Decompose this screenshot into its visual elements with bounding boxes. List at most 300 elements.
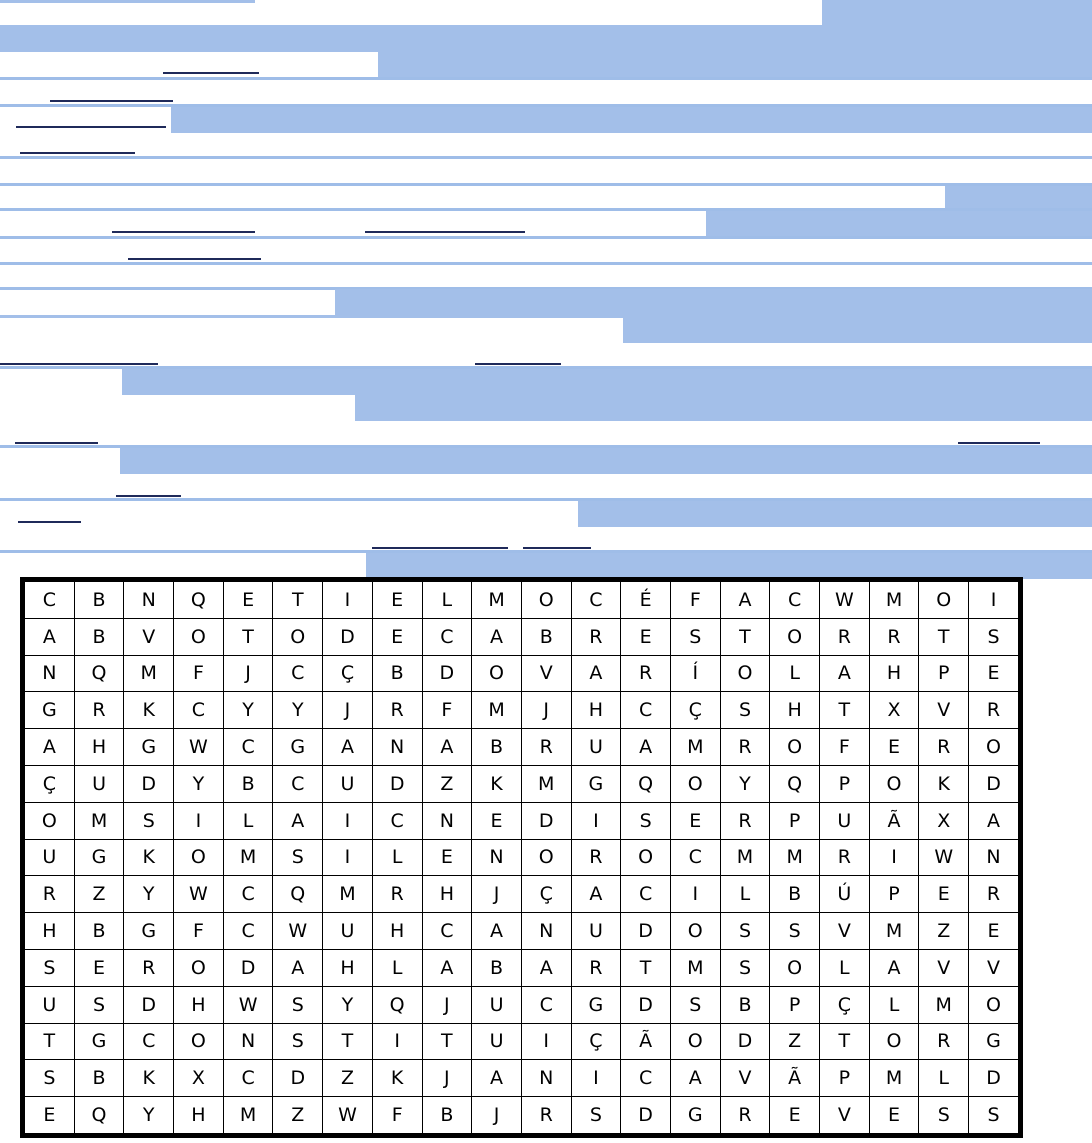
grid-cell: Ç (670, 692, 720, 729)
grid-cell: U (472, 1023, 522, 1060)
grid-cell: R (571, 839, 621, 876)
grid-cell: M (770, 839, 820, 876)
grid-cell: I (323, 582, 373, 619)
grid-cell: Y (223, 692, 273, 729)
grid-cell: F (372, 1097, 422, 1134)
grid-cell: L (372, 949, 422, 986)
grid-cell: W (174, 876, 224, 913)
grid-cell: T (422, 1023, 472, 1060)
grid-cell: O (521, 582, 571, 619)
grid-cell: B (74, 913, 124, 950)
grid-row (25, 692, 1019, 729)
grid-cell: A (969, 802, 1019, 839)
grid-cell: Y (124, 1097, 174, 1134)
grid-cell: O (174, 618, 224, 655)
grid-cell: J (472, 1097, 522, 1134)
grid-cell: E (919, 876, 969, 913)
grid-cell: S (720, 913, 770, 950)
grid-cell: M (670, 949, 720, 986)
grid-cell: G (670, 1097, 720, 1134)
grid-cell: I (571, 1060, 621, 1097)
grid-cell: R (124, 949, 174, 986)
grid-cell: M (223, 1097, 273, 1134)
link-underline (20, 152, 135, 154)
grid-cell: W (273, 913, 323, 950)
separator-line (0, 77, 1092, 80)
grid-cell: D (323, 618, 373, 655)
grid-cell: C (621, 1060, 671, 1097)
grid-cell: S (969, 1097, 1019, 1134)
grid-cell: O (919, 582, 969, 619)
grid-cell: A (472, 1060, 522, 1097)
grid-cell: S (621, 802, 671, 839)
grid-cell: Y (174, 765, 224, 802)
link-underline (16, 126, 166, 128)
grid-cell: Ç (521, 876, 571, 913)
grid-cell: L (720, 876, 770, 913)
grid-cell: T (223, 618, 273, 655)
grid-cell: W (820, 582, 870, 619)
grid-cell: O (521, 839, 571, 876)
grid-cell: U (571, 913, 621, 950)
grid-cell: E (969, 655, 1019, 692)
grid-cell: L (223, 802, 273, 839)
grid-cell: A (25, 729, 75, 766)
grid-cell: S (670, 986, 720, 1023)
grid-cell: D (621, 913, 671, 950)
grid-cell: N (25, 655, 75, 692)
grid-cell: G (74, 1023, 124, 1060)
grid-cell: D (223, 949, 273, 986)
grid-cell: C (422, 618, 472, 655)
grid-row (25, 1097, 1019, 1134)
grid-cell: M (869, 1060, 919, 1097)
link-underline (523, 547, 591, 549)
grid-cell: H (25, 913, 75, 950)
highlight-band (366, 553, 1092, 579)
grid-cell: K (919, 765, 969, 802)
grid-cell: M (670, 729, 720, 766)
grid-cell: R (869, 618, 919, 655)
grid-cell: R (820, 618, 870, 655)
highlight-band (578, 501, 1092, 527)
grid-row (25, 729, 1019, 766)
highlight-band (0, 25, 1092, 52)
grid-cell: G (124, 729, 174, 766)
grid-cell: E (969, 913, 1019, 950)
grid-cell: C (223, 729, 273, 766)
grid-cell: U (25, 839, 75, 876)
grid-cell: R (372, 876, 422, 913)
grid-cell: O (670, 1023, 720, 1060)
grid-cell: A (472, 913, 522, 950)
grid-cell: A (621, 729, 671, 766)
grid-cell: V (820, 1097, 870, 1134)
grid-cell: A (472, 618, 522, 655)
grid-cell: R (571, 949, 621, 986)
grid-cell: S (770, 913, 820, 950)
grid-cell: R (521, 1097, 571, 1134)
grid-cell: O (969, 986, 1019, 1023)
grid-cell: B (372, 655, 422, 692)
grid-cell: U (74, 765, 124, 802)
grid-cell: M (323, 876, 373, 913)
grid-cell: O (670, 913, 720, 950)
grid-cell: C (223, 913, 273, 950)
separator-line (0, 262, 1092, 265)
separator-line (0, 236, 1092, 239)
grid-cell: É (621, 582, 671, 619)
grid-cell: C (223, 876, 273, 913)
grid-cell: A (571, 655, 621, 692)
grid-cell: C (670, 839, 720, 876)
grid-cell: Q (770, 765, 820, 802)
grid-cell: F (422, 692, 472, 729)
grid-cell: Z (323, 1060, 373, 1097)
grid-cell: O (174, 839, 224, 876)
grid-cell: Q (174, 582, 224, 619)
grid-cell: Ç (323, 655, 373, 692)
grid-cell: C (621, 876, 671, 913)
grid-cell: T (820, 1023, 870, 1060)
grid-cell: R (571, 618, 621, 655)
grid-cell: E (472, 802, 522, 839)
grid-cell: Q (273, 876, 323, 913)
grid-cell: O (720, 655, 770, 692)
grid-cell: H (770, 692, 820, 729)
grid-cell: B (521, 618, 571, 655)
grid-cell: D (720, 1023, 770, 1060)
grid-cell: Z (74, 876, 124, 913)
grid-cell: R (720, 729, 770, 766)
grid-cell: M (869, 913, 919, 950)
grid-cell: W (223, 986, 273, 1023)
grid-cell: I (571, 802, 621, 839)
grid-cell: M (720, 839, 770, 876)
grid-cell: U (571, 729, 621, 766)
grid-row (25, 582, 1019, 619)
grid-cell: Y (323, 986, 373, 1023)
grid-cell: T (323, 1023, 373, 1060)
highlight-band (171, 107, 1092, 133)
grid-cell: O (174, 949, 224, 986)
link-underline (128, 258, 261, 260)
grid-cell: I (174, 802, 224, 839)
grid-cell: E (372, 582, 422, 619)
grid-cell: O (174, 1023, 224, 1060)
grid-cell: P (820, 765, 870, 802)
grid-cell: H (174, 986, 224, 1023)
grid-cell: S (273, 839, 323, 876)
grid-cell: E (621, 618, 671, 655)
grid-cell: B (472, 729, 522, 766)
grid-cell: O (472, 655, 522, 692)
grid-cell: E (770, 1097, 820, 1134)
grid-cell: C (621, 692, 671, 729)
grid-cell: L (919, 1060, 969, 1097)
grid-cell: K (124, 692, 174, 729)
grid-row (25, 839, 1019, 876)
grid-cell: O (869, 765, 919, 802)
grid-cell: N (223, 1023, 273, 1060)
highlight-band (122, 369, 1092, 395)
grid-cell: Í (670, 655, 720, 692)
grid-cell: I (521, 1023, 571, 1060)
link-underline (0, 363, 158, 365)
grid-cell: A (323, 729, 373, 766)
grid-cell: K (472, 765, 522, 802)
grid-cell: A (273, 802, 323, 839)
grid-cell: A (571, 876, 621, 913)
grid-cell: A (422, 949, 472, 986)
grid-cell: Ã (770, 1060, 820, 1097)
grid-cell: R (969, 692, 1019, 729)
grid-cell: C (372, 802, 422, 839)
grid-cell: F (174, 913, 224, 950)
grid-cell: C (273, 655, 323, 692)
grid-cell: O (273, 618, 323, 655)
grid-row (25, 618, 1019, 655)
word-search-grid (24, 581, 1019, 1134)
grid-cell: S (720, 949, 770, 986)
grid-cell: N (124, 582, 174, 619)
grid-cell: S (919, 1097, 969, 1134)
grid-cell: Ã (621, 1023, 671, 1060)
grid-cell: Y (273, 692, 323, 729)
grid-cell: R (919, 1023, 969, 1060)
grid-cell: Z (273, 1097, 323, 1134)
grid-cell: T (720, 618, 770, 655)
grid-cell: R (820, 839, 870, 876)
grid-cell: O (770, 618, 820, 655)
grid-cell: W (919, 839, 969, 876)
grid-cell: L (820, 949, 870, 986)
grid-cell: V (969, 949, 1019, 986)
grid-cell: N (372, 729, 422, 766)
grid-cell: Z (770, 1023, 820, 1060)
grid-cell: M (74, 802, 124, 839)
grid-cell: O (770, 949, 820, 986)
grid-cell: H (74, 729, 124, 766)
grid-cell: E (74, 949, 124, 986)
link-underline (116, 495, 181, 497)
grid-row (25, 876, 1019, 913)
grid-cell: X (174, 1060, 224, 1097)
grid-cell: M (472, 692, 522, 729)
grid-cell: G (74, 839, 124, 876)
grid-cell: V (720, 1060, 770, 1097)
grid-cell: G (124, 913, 174, 950)
grid-cell: N (969, 839, 1019, 876)
grid-cell: O (969, 729, 1019, 766)
grid-cell: J (323, 692, 373, 729)
grid-cell: J (422, 986, 472, 1023)
grid-cell: G (571, 765, 621, 802)
grid-cell: Ç (571, 1023, 621, 1060)
separator-line (0, 183, 1092, 186)
grid-cell: P (770, 986, 820, 1023)
grid-cell: E (372, 618, 422, 655)
grid-cell: S (969, 618, 1019, 655)
grid-cell: D (372, 765, 422, 802)
grid-cell: N (521, 913, 571, 950)
grid-cell: N (472, 839, 522, 876)
highlight-band (355, 395, 1092, 421)
grid-cell: H (422, 876, 472, 913)
grid-cell: K (124, 1060, 174, 1097)
grid-cell: Y (124, 876, 174, 913)
grid-cell: T (273, 582, 323, 619)
grid-row (25, 765, 1019, 802)
grid-cell: S (720, 692, 770, 729)
grid-cell: R (919, 729, 969, 766)
link-underline (112, 231, 255, 233)
highlight-band (623, 318, 1092, 343)
grid-cell: C (273, 765, 323, 802)
grid-cell: D (273, 1060, 323, 1097)
grid-cell: S (25, 1060, 75, 1097)
grid-cell: U (323, 765, 373, 802)
grid-cell: O (621, 839, 671, 876)
grid-cell: N (422, 802, 472, 839)
grid-cell: M (124, 655, 174, 692)
grid-cell: A (25, 618, 75, 655)
grid-cell: H (869, 655, 919, 692)
grid-cell: I (323, 802, 373, 839)
grid-cell: I (969, 582, 1019, 619)
grid-cell: J (223, 655, 273, 692)
grid-cell: C (25, 582, 75, 619)
grid-row (25, 949, 1019, 986)
grid-cell: T (820, 692, 870, 729)
grid-cell: G (969, 1023, 1019, 1060)
grid-cell: W (323, 1097, 373, 1134)
grid-cell: V (521, 655, 571, 692)
grid-cell: S (25, 949, 75, 986)
link-underline (365, 231, 525, 233)
grid-cell: O (25, 802, 75, 839)
grid-cell: L (422, 582, 472, 619)
grid-cell: F (820, 729, 870, 766)
grid-cell: T (25, 1023, 75, 1060)
grid-cell: B (74, 582, 124, 619)
link-underline (958, 442, 1040, 444)
grid-cell: Q (372, 986, 422, 1023)
grid-row (25, 802, 1019, 839)
grid-cell: S (571, 1097, 621, 1134)
grid-cell: E (670, 802, 720, 839)
grid-cell: E (422, 839, 472, 876)
grid-cell: U (25, 986, 75, 1023)
grid-cell: R (74, 692, 124, 729)
grid-cell: P (770, 802, 820, 839)
grid-cell: A (720, 582, 770, 619)
grid-cell: O (869, 1023, 919, 1060)
grid-cell: O (670, 765, 720, 802)
grid-cell: S (74, 986, 124, 1023)
grid-cell: H (571, 692, 621, 729)
grid-cell: A (820, 655, 870, 692)
grid-cell: I (670, 876, 720, 913)
separator-line (0, 156, 1092, 159)
highlight-band (335, 289, 1092, 315)
grid-row (25, 1060, 1019, 1097)
highlight-band (120, 448, 1092, 474)
grid-cell: R (372, 692, 422, 729)
grid-cell: L (869, 986, 919, 1023)
grid-cell: A (273, 949, 323, 986)
grid-cell: R (720, 1097, 770, 1134)
link-underline (475, 363, 561, 365)
grid-cell: D (969, 765, 1019, 802)
grid-cell: V (124, 618, 174, 655)
grid-cell: X (919, 802, 969, 839)
grid-cell: Q (74, 655, 124, 692)
grid-row (25, 1023, 1019, 1060)
grid-cell: E (223, 582, 273, 619)
grid-cell: T (919, 618, 969, 655)
grid-cell: U (472, 986, 522, 1023)
grid-cell: G (571, 986, 621, 1023)
link-underline (15, 442, 98, 444)
grid-cell: A (422, 729, 472, 766)
link-underline (372, 547, 508, 549)
grid-cell: E (25, 1097, 75, 1134)
grid-cell: P (919, 655, 969, 692)
grid-cell: S (124, 802, 174, 839)
highlight-band (378, 52, 1092, 77)
grid-cell: E (869, 1097, 919, 1134)
grid-cell: M (223, 839, 273, 876)
grid-cell: Ç (820, 986, 870, 1023)
grid-cell: D (124, 986, 174, 1023)
grid-cell: L (372, 839, 422, 876)
grid-cell: F (174, 655, 224, 692)
grid-cell: H (174, 1097, 224, 1134)
grid-cell: D (621, 986, 671, 1023)
grid-cell: N (521, 1060, 571, 1097)
grid-cell: D (124, 765, 174, 802)
grid-cell: J (422, 1060, 472, 1097)
grid-cell: A (869, 949, 919, 986)
grid-cell: Z (919, 913, 969, 950)
grid-cell: C (571, 582, 621, 619)
grid-cell: C (174, 692, 224, 729)
grid-cell: M (521, 765, 571, 802)
grid-cell: Ç (25, 765, 75, 802)
grid-cell: J (521, 692, 571, 729)
grid-cell: J (472, 876, 522, 913)
grid-cell: C (521, 986, 571, 1023)
grid-cell: C (124, 1023, 174, 1060)
grid-cell: B (472, 949, 522, 986)
highlight-band (822, 0, 1092, 25)
grid-cell: R (969, 876, 1019, 913)
grid-cell: C (223, 1060, 273, 1097)
grid-cell: F (670, 582, 720, 619)
grid-cell: Q (74, 1097, 124, 1134)
word-search-puzzle (20, 577, 1023, 1138)
grid-cell: B (74, 1060, 124, 1097)
grid-row (25, 913, 1019, 950)
grid-cell: X (869, 692, 919, 729)
grid-cell: S (670, 618, 720, 655)
grid-cell: D (621, 1097, 671, 1134)
link-underline (50, 100, 173, 102)
grid-cell: E (869, 729, 919, 766)
grid-cell: W (174, 729, 224, 766)
grid-cell: B (422, 1097, 472, 1134)
